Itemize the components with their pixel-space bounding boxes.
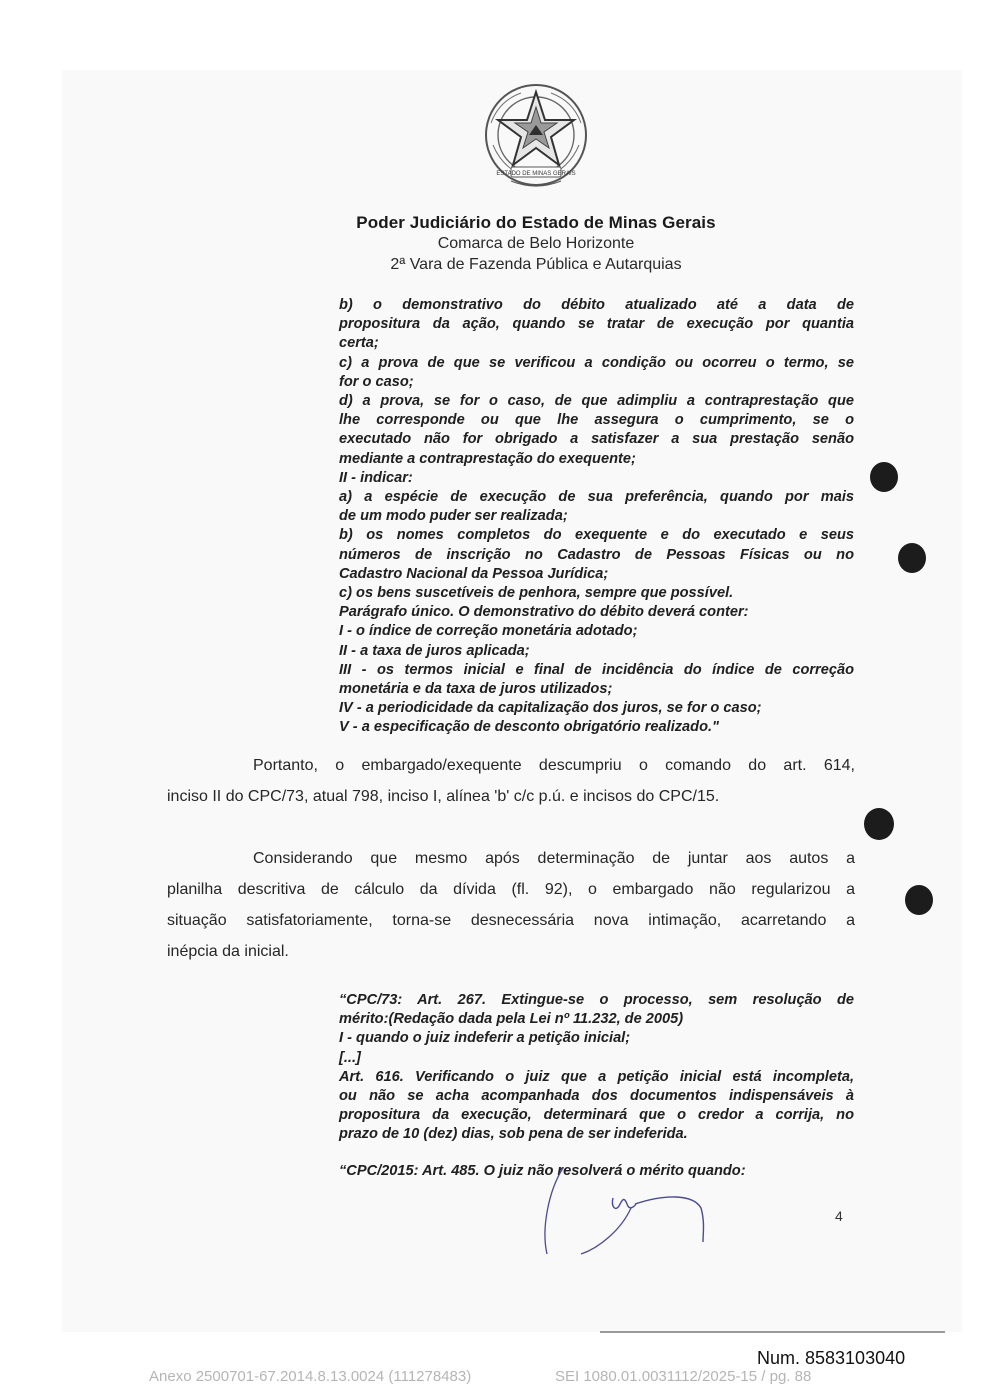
citation-line: lhe corresponde ou que lhe assegura o cumprimento, se o [339, 412, 854, 429]
citation-line: II - a taxa de juros aplicada; [339, 642, 530, 659]
seal-text: ESTADO DE MINAS GERAIS [496, 171, 576, 177]
citation-line: certa; [339, 335, 379, 352]
citation-line: propositura da ação, quando se tratar de execução por quantia [339, 316, 854, 333]
citation-line: a) a espécie de execução de sua preferência, quando por mais [339, 489, 854, 506]
sheet-bottom-edge [600, 1331, 945, 1333]
citation-line: I - o índice de correção monetária adotado; [339, 623, 638, 640]
citation-line: monetária e da taxa de juros utilizados; [339, 681, 613, 698]
paragraph-line: situação satisfatoriamente, torna-se desnecessária nova intimação, acarretando a [167, 912, 855, 929]
handwritten-signature [535, 1150, 745, 1265]
citation-line: c) a prova de que se verificou a condição ou ocorreu o termo, se [339, 354, 854, 371]
citation-line: IV - a periodicidade da capitalização dos juros, se for o caso; [339, 700, 762, 717]
citation-line: for o caso; [339, 373, 414, 390]
citation-line: b) o demonstrativo do débito atualizado até a data de [339, 297, 854, 313]
citation-line: de um modo puder ser realizada; [339, 508, 568, 525]
citation-line: propositura da execução, determinará que o credor a corrija, no [339, 1107, 854, 1124]
paragraph-line: Considerando que mesmo após determinação de juntar aos autos a [253, 850, 855, 867]
citation-line: Cadastro Nacional da Pessoa Jurídica; [339, 565, 609, 582]
body-paragraph [167, 750, 855, 812]
paragraph-line: planilha descritiva de cálculo da dívida (fl. 92), o embargado não regularizou a [167, 881, 855, 898]
page-number: 4 [835, 1208, 843, 1224]
punch-hole [870, 462, 898, 492]
citation-line: prazo de 10 (dez) dias, sob pena de ser indeferida. [339, 1126, 688, 1143]
citation-line: b) os nomes completos do exequente e do executado e seus [339, 527, 854, 544]
citation-line: Parágrafo único. O demonstrativo do débito deverá conter: [339, 604, 749, 621]
paragraph-line: inciso II do CPC/73, atual 798, inciso I, alínea 'b' c/c p.ú. e incisos do CPC/15. [167, 788, 720, 805]
minas-gerais-seal-icon [481, 83, 591, 191]
citation-line: III - os termos inicial e final de incidência do índice de correção [339, 661, 854, 678]
citation-line: “CPC/2015: Art. 485. O juiz não resolverá o mérito quando: [339, 1162, 746, 1179]
paragraph-line: Portanto, o embargado/exequente descumpriu o comando do art. 614, [253, 757, 855, 774]
citation-line: Art. 616. Verificando o juiz que a petição inicial está incompleta, [339, 1068, 854, 1085]
document-number: Num. 8583103040 [757, 1348, 906, 1368]
annex-reference: Anexo 2500701-67.2014.8.13.0024 (111278483) [149, 1368, 472, 1385]
citation-line: V - a especificação de desconto obrigatório realizado." [339, 719, 719, 736]
body-paragraph [167, 843, 855, 967]
citation-line: mérito:(Redação dada pela Lei nº 11.232, de 2005) [339, 1011, 684, 1028]
comarca-line: Comarca de Belo Horizonte [437, 235, 635, 252]
citation-line: [...] [339, 1049, 361, 1066]
punch-hole [905, 885, 933, 915]
paragraph-line: inépcia da inicial. [167, 943, 289, 960]
court-title: Poder Judiciário do Estado de Minas Gerais [356, 213, 716, 232]
citation-line: I - quando o juiz indeferir a petição inicial; [339, 1030, 631, 1047]
citation-line: mediante a contraprestação do exequente; [339, 450, 636, 467]
punch-hole [898, 543, 926, 573]
citation-line: executado não for obrigado a satisfazer a sua prestação senão [339, 431, 854, 448]
citation-line: d) a prova, se for o caso, de que adimpliu a contraprestação que [339, 393, 854, 410]
vara-line: 2ª Vara de Fazenda Pública e Autarquias [390, 256, 682, 273]
punch-hole [864, 808, 894, 840]
citation-line: ou não se acha acompanhada dos documentos indispensáveis à [339, 1088, 854, 1105]
citation-line: c) os bens suscetíveis de penhora, sempre que possível. [339, 585, 734, 602]
sei-reference: SEI 1080.01.0031112/2025-15 / pg. 88 [555, 1368, 812, 1385]
legal-citation-cpc [339, 296, 854, 738]
citation-line: números de inscrição no Cadastro de Pessoas Físicas ou no [339, 546, 854, 563]
citation-line: II - indicar: [339, 469, 413, 486]
citation-line: “CPC/73: Art. 267. Extingue-se o processo, sem resolução de [339, 992, 854, 1008]
